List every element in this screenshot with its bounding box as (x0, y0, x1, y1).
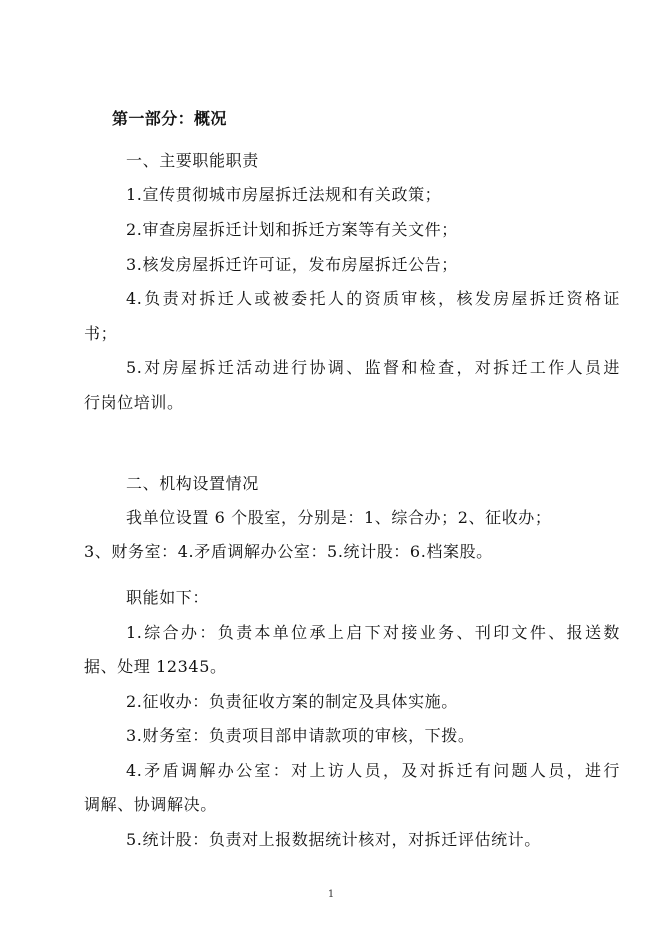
part2-intro-line-1: 我单位设置 6 个股室，分别是：1、综合办；2、征收办； (126, 508, 552, 527)
part2-duty-1-line-1: 1.综合办：负责本单位承上启下对接业务、刊印文件、报送数 (126, 623, 620, 642)
part2-duty-3: 3.财务室：负责项目部申请款项的审核，下拨。 (126, 726, 475, 745)
part2-duty-2: 2.征收办：负责征收方案的制定及具体实施。 (126, 692, 458, 711)
part1-heading: 一、主要职能职责 (126, 151, 259, 170)
section-title: 第一部分：概况 (112, 109, 227, 128)
page-number: 1 (327, 889, 335, 900)
part2-duty-4-line-1: 4.矛盾调解办公室：对上访人员，及对拆迁有问题人员，进行 (126, 761, 620, 780)
part1-item-5-line-2: 行岗位培训。 (84, 393, 184, 412)
part1-item-3: 3.核发房屋拆迁许可证，发布房屋拆迁公告； (126, 255, 458, 274)
part2-duty-4-line-2: 调解、协调解决。 (84, 795, 217, 814)
part1-item-5-line-1: 5.对房屋拆迁活动进行协调、监督和检查，对拆迁工作人员进 (126, 358, 620, 377)
part1-item-4-line-2: 书； (84, 324, 118, 343)
part1-item-1: 1.宣传贯彻城市房屋拆迁法规和有关政策； (126, 185, 442, 204)
part2-intro-line-2: 3、财务室：4.矛盾调解办公室：5.统计股：6.档案股。 (84, 542, 493, 561)
part2-duty-5: 5.统计股：负责对上报数据统计核对，对拆迁评估统计。 (126, 830, 541, 849)
part2-duty-1-line-2: 据、处理 12345。 (84, 657, 227, 676)
part1-item-4-line-1: 4.负责对拆迁人或被委托人的资质审核，核发房屋拆迁资格证 (126, 289, 620, 308)
part2-heading: 二、机构设置情况 (126, 474, 259, 493)
part1-item-2: 2.审查房屋拆迁计划和拆迁方案等有关文件； (126, 220, 458, 239)
part2-duties-heading: 职能如下： (126, 588, 210, 607)
